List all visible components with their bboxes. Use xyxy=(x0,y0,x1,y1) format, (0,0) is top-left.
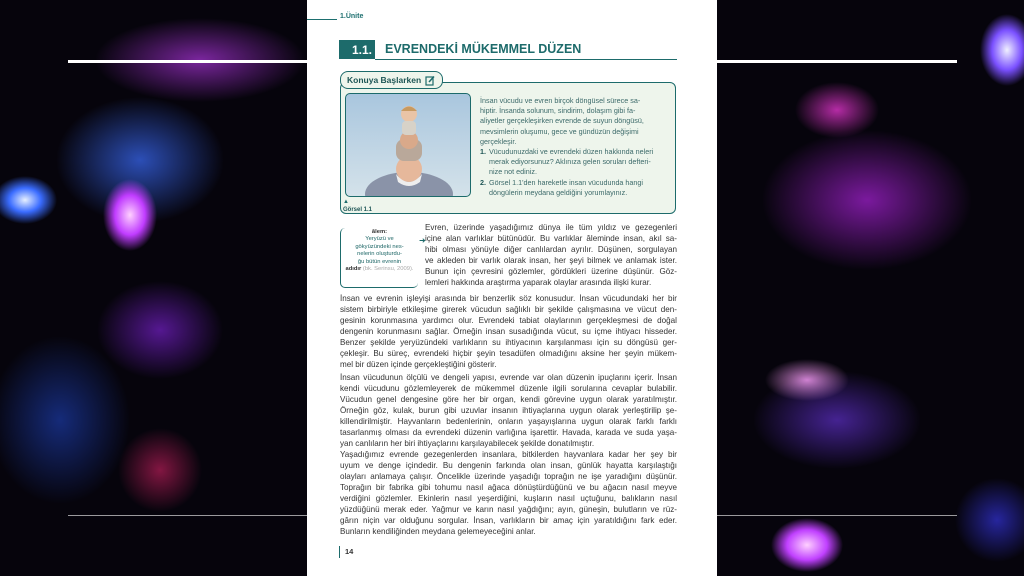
body-text-line: uyum ve denge içindedir. Bu dengenin farkında olan insan, günlük hayatta karşılaştığı xyxy=(340,461,677,470)
background-right-neon-swirl xyxy=(717,0,1024,576)
body-text-line: hibi olması yönüyle diğer canlılardan ayrılır. Düşünen, sorgulayan xyxy=(425,245,677,254)
glossary-term: âlem: xyxy=(371,229,388,235)
body-text-line: İnsan ve evrenin işleyişi arasında bir benzerlik söz konusudur. İnsan vücudundaki her bir xyxy=(340,294,677,303)
intro-question xyxy=(480,147,670,178)
intro-text-line: aliyetler gerçekleşirken evrende de suyun döngüsü, xyxy=(480,116,644,126)
body-text-line: Örneğin göz, kulak, burun gibi uzuvlar insanın ihtiyaçlarına uygun olarak yerleştirilip şe- xyxy=(340,406,677,415)
body-text-line: kendi vücudunu gözlemleyerek de mükemmel düzenle ilgili sorularına cevaplar bulabilir. xyxy=(340,384,677,393)
body-text-line: İnsan vücudunun ölçülü ve dengeli yapısı, evrende var olan düzenin ipuçlarını içerir. İnsan xyxy=(340,373,677,382)
body-text-line: Bunun için çevresini gözlemler, gördükleri üzerine düşünür. Göz- xyxy=(425,267,677,276)
glossary-line: ğu bütün evrenin xyxy=(357,258,402,265)
body-text-line: verdiğini gözlemler. Ekinlerin nasıl yeşerdiğini, kuşların nasıl uçtuğunu, balıkların nasıl xyxy=(340,494,677,503)
glossary-line: gökyüzündeki nes- xyxy=(355,243,404,250)
question-line: Görsel 1.1'den hareketle insan vücudunda hangi xyxy=(489,177,644,187)
intro-text-line: hiptir. İnsanda solunum, sindirim, dolaşım gibi fa- xyxy=(480,106,636,116)
figure-family-photo xyxy=(345,93,471,197)
body-text-line: killendirilmiştir. Hayvanların bedenlerinin, onların yaşayışlarına uygun olarak farklı farklı xyxy=(340,417,677,426)
glossary-line: Yeryüzü ve xyxy=(365,236,394,243)
figure-caption: ▲ Görsel 1.1 xyxy=(343,199,373,213)
body-text-line: Bunların kendiliğinden meydana gelemeyeceğini anlar. xyxy=(340,527,536,536)
body-text-line: gârın niçin var olduğunu sorgular. İnsan, varlıkların bir amaç için yaratıldığını fark eder. xyxy=(340,516,677,525)
body-text-line: yüzdüğünü merak eder. Yağmur ve karın nasıl yağdığını; ayın, güneşin, bulutların ve rüz- xyxy=(340,505,677,514)
paragraph-4 xyxy=(340,449,677,537)
intro-text-line: gerçekleşir. xyxy=(480,136,517,146)
body-text-line: Toprağın bir fabrika gibi tohumu nasıl ağaca dönüştürdüğünü ve bu ağacın nasıl meyve xyxy=(340,483,677,492)
body-text-line: Yaşadığımız evrende gezegenlerden insanlara, bitkilerden hayvanlara kadar her şey bir xyxy=(340,450,677,459)
background-left-neon-swirl xyxy=(0,0,307,576)
paragraph-3 xyxy=(340,372,677,449)
page-number: 14 xyxy=(339,546,353,558)
body-text-line: Benzer şekilde yeryüzündeki varlıkların su ihtiyacının karşılanması için su döngüsü ger- xyxy=(340,338,677,347)
body-text-line: lemleri hakkında araştırma yaparak olaylar arasında ilişki kurar. xyxy=(425,278,652,287)
body-text-line: Vücudun genel dengesine göre her bir organ, kendi görevine uygun olarak yaratılmıştır. xyxy=(340,395,677,404)
body-text-line: içine alan varlıklar bütünüdür. Bu varlıklar âleminde insan, akıl sa- xyxy=(425,234,677,243)
divider-right-bottom xyxy=(717,515,957,516)
intro-text-line: İnsan vücudu ve evren birçok döngüsel sürece sa- xyxy=(480,96,641,105)
unit-label: 1.Ünite xyxy=(340,13,364,20)
body-text-line: dengenin korunmasını sağlar. Örneğin insan susadığında vücut, su içme ihtiyacı hisseder. xyxy=(340,327,677,336)
intro-text-line: mevsimlerin oluşumu, gece ve gündüzün değişimi xyxy=(480,126,639,136)
arrow-icon: ➜ xyxy=(419,236,426,245)
body-text-line: tasarlanmış olması da evrendeki düzenin varlığına işarettir. Havada, karada ve suda yaşa- xyxy=(340,428,677,437)
divider-left-bottom xyxy=(68,515,307,516)
question-number: 1. xyxy=(480,147,486,157)
unit-line xyxy=(307,19,337,20)
intro-box-label xyxy=(340,71,443,89)
question-number: 2. xyxy=(480,177,486,187)
question-line: nize not ediniz. xyxy=(489,167,537,177)
paragraph-1 xyxy=(425,222,677,288)
divider-left xyxy=(68,60,307,63)
title-underline xyxy=(375,59,677,60)
section-title: EVRENDEKİ MÜKEMMEL DÜZEN xyxy=(385,42,582,56)
body-text-line: mel bir düzen içinde gerçekleştiğini gösterir. xyxy=(340,360,497,369)
body-text-line: çekleşir. Bu süreç, evrendeki hiçbir şeyin tesadüfen olmadığını aksine her şeyin mükem- xyxy=(340,349,677,358)
notebook-pencil-icon xyxy=(425,75,436,86)
body-text-line: olayları anlamaya çalışır. Öncelikle üzerinde yaşadığı toprağın ne işe yaradığını düşünür. xyxy=(340,472,677,481)
intro-text xyxy=(480,96,670,198)
section-number: 1.1. xyxy=(339,40,375,59)
intro-label-text: Konuya Başlarken xyxy=(347,75,422,85)
divider-right xyxy=(717,60,957,63)
body-text-line: sistem birbiriyle etkileşime girerek vücudun sağlıklı bir şekilde çalışmasına ve vücut den- xyxy=(340,305,677,314)
question-line: döngülerin meydana geldiğini yorumlayınız. xyxy=(489,187,628,197)
body-text-line: Evren, üzerinde yaşadığımız dünya ile tüm yıldız ve gezegenleri xyxy=(425,223,677,232)
textbook-page xyxy=(307,0,717,576)
glossary-line: nelerin oluşturdu- xyxy=(357,251,402,258)
intro-question xyxy=(480,178,670,198)
question-line: merak ediyorsunuz? Aklınıza gelen soruları defteri- xyxy=(489,157,651,167)
body-text-line: gesinin korunmasına yardımcı olur. Evrendeki tabiat olaylarının gerçekleşmesi de doğal xyxy=(340,316,677,325)
body-text-line: ve akleden bir varlık olarak insan, her şeyi bilmek ve anlamak ister. xyxy=(425,256,677,265)
glossary-note: âlem: Yeryüzü ve gökyüzündeki nes- nelerin oluşturdu- ğu bütün evrenin adıdır (bk. Serinsu, 2009). xyxy=(340,228,418,288)
paragraph-2 xyxy=(340,293,677,370)
question-line: Vücudunuzdaki ve evrendeki düzen hakkında neleri xyxy=(489,147,654,157)
body-text-line: yan canlıların her biri ihtiyaçlarını karşılayabilecek şekilde donatılmıştır. xyxy=(340,439,595,448)
